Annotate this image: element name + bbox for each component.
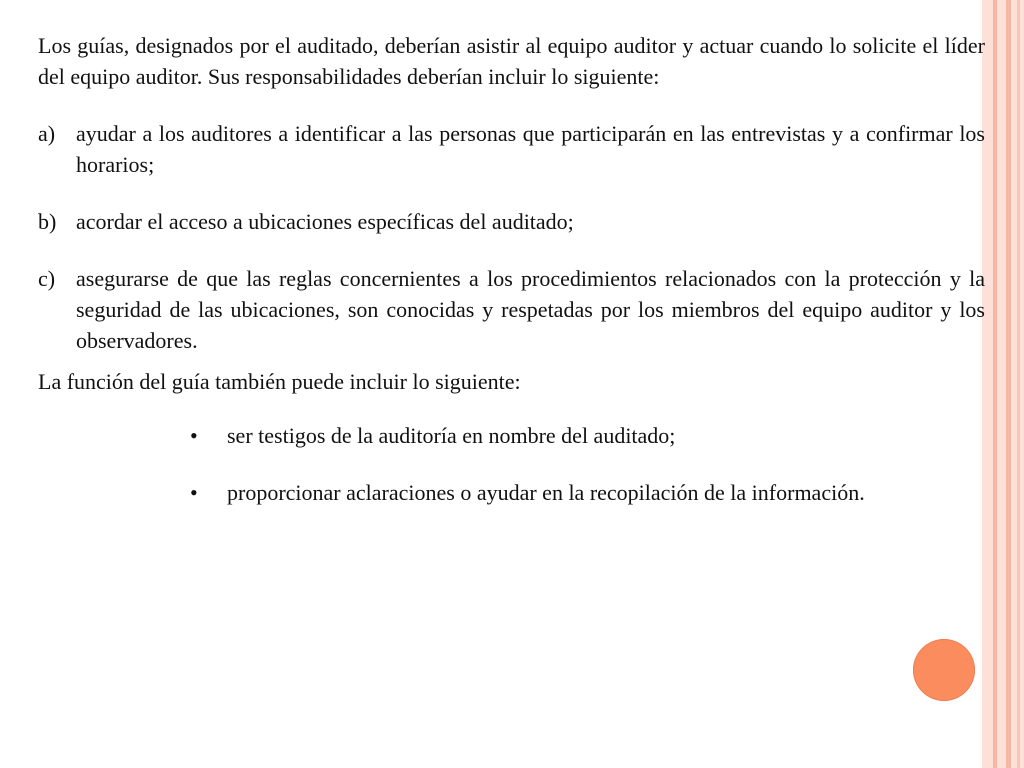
list-item-text: asegurarse de que las reglas concernientes a los procedimientos relacionados con la protección y la seguridad de las ubicaciones, son conocidas y respetadas por los miembros del equipo auditor y los observadores.	[76, 266, 985, 353]
list-item-label: c)	[38, 266, 56, 291]
list-item-b	[38, 206, 985, 237]
decorative-circle	[913, 639, 975, 701]
intro-paragraph: Los guías, designados por el auditado, deberían asistir al equipo auditor y actuar cuando lo solicite el líder del equipo auditor. Sus responsabilidades deberían incluir lo siguiente:	[38, 33, 985, 89]
right-border-line	[1017, 0, 1020, 768]
bullet-item	[188, 420, 918, 451]
list-item-text: ayudar a los auditores a identificar a las personas que participarán en las entrevistas y a confirmar los horarios;	[76, 121, 985, 177]
list-item-label: a)	[38, 121, 56, 146]
right-border-line	[993, 0, 997, 768]
list-item-text: acordar el acceso a ubicaciones específicas del auditado;	[76, 209, 574, 234]
bullet-text: ser testigos de la auditoría en nombre del auditado;	[227, 423, 676, 448]
right-border-line	[1006, 0, 1011, 768]
list-item-a	[38, 118, 985, 180]
list-item-c	[38, 263, 985, 356]
bullet-icon: •	[190, 423, 198, 448]
bullet-item	[188, 477, 918, 508]
function-paragraph: La función del guía también puede incluir lo siguiente:	[38, 369, 521, 394]
bullet-text: proporcionar aclaraciones o ayudar en la recopilación de la información.	[227, 480, 865, 505]
slide-body	[38, 30, 985, 534]
bullet-list	[188, 420, 918, 508]
list-item-label: b)	[38, 209, 57, 234]
bullet-icon: •	[190, 480, 198, 505]
